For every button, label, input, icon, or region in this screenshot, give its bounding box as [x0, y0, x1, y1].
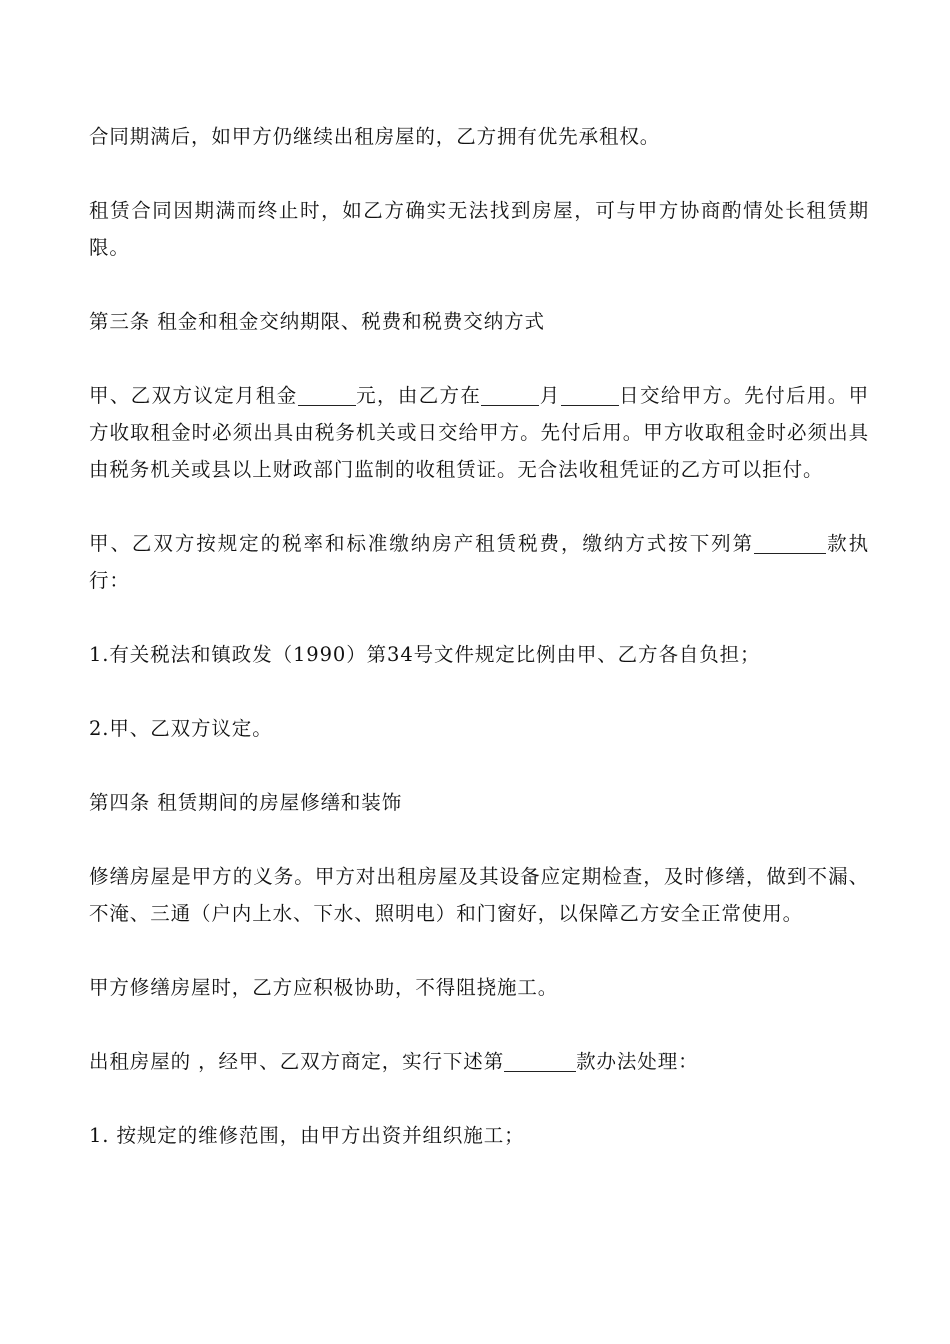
article-4-heading: 第四条 租赁期间的房屋修缮和装饰	[89, 791, 403, 814]
rent-month-blank	[481, 383, 539, 406]
rent-text-3: 月	[539, 384, 561, 407]
tax-text-2: 款执行：	[89, 532, 869, 592]
rent-text-1: 甲、乙双方议定月租金	[89, 384, 298, 407]
tax-text-1: 甲、乙双方按规定的税率和标准缴纳房产租赁税费，缴纳方式按下列第	[89, 532, 755, 555]
rent-amount-blank	[298, 383, 356, 406]
paragraph-repair-method	[89, 1043, 869, 1080]
document-body	[89, 118, 869, 1191]
tax-option-2: 2.甲、乙双方议定。	[89, 717, 273, 740]
rent-text-2: 元，由乙方在	[355, 384, 482, 407]
repair-text-1: 出租房屋的 ，经甲、乙双方商定，实行下述第	[89, 1050, 505, 1073]
tax-clause-blank	[754, 531, 826, 554]
rent-day-blank	[561, 383, 619, 406]
repair-text-2: 款办法处理：	[576, 1050, 699, 1073]
repair-clause-blank	[504, 1049, 576, 1072]
article-3-heading: 第三条 租金和租金交纳期限、税费和税费交纳方式	[89, 310, 545, 333]
paragraph-repair-duty: 修缮房屋是甲方的义务。甲方对出租房屋及其设备应定期检查，及时修缮，做到不漏、不淹、三通（户内上水、下水、照明电）和门窗好，以保障乙方安全正常使用。	[89, 865, 869, 925]
paragraph-repair-cooperation: 甲方修缮房屋时，乙方应积极协助，不得阻挠施工。	[89, 976, 559, 999]
paragraph-extend-lease: 租赁合同因期满而终止时，如乙方确实无法找到房屋，可与甲方协商酌情处长租赁期限。	[89, 199, 869, 259]
tax-option-1: 1.有关税法和镇政发（1990）第34号文件规定比例由甲、乙方各自负担；	[89, 643, 761, 666]
repair-option-1: 1. 按规定的维修范围，由甲方出资并组织施工；	[89, 1124, 525, 1147]
rent-text-4: 日交给甲方。先付后用。甲方收取租金时必须出具由税务机关或日交给甲方。先付后用。甲方收取租金时必须出具由税务机关或县以上财政部门监制的收租赁证。无合法收租凭证的乙方可以拒付。	[89, 384, 869, 481]
paragraph-rent-amount	[89, 377, 869, 488]
paragraph-renewal-priority: 合同期满后，如甲方仍继续出租房屋的，乙方拥有优先承租权。	[89, 125, 661, 148]
paragraph-tax-payment	[89, 525, 869, 599]
